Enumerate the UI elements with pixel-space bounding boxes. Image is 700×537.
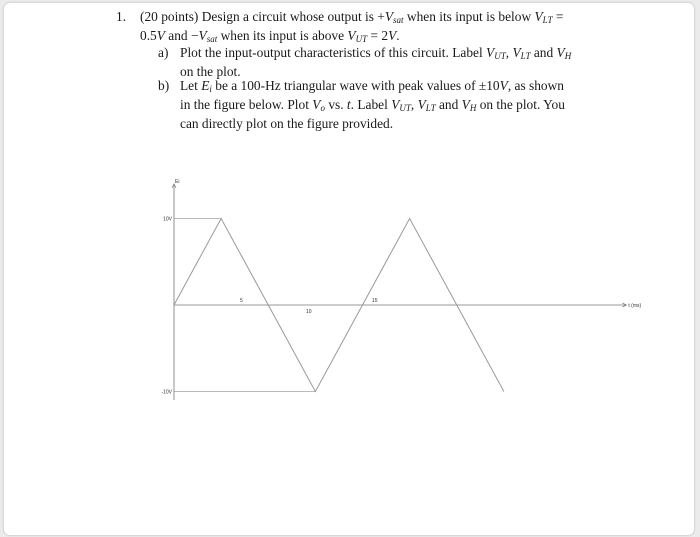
y-tick-label-10v: 10V — [163, 216, 172, 223]
question-stem-line-1: (20 points) Design a circuit whose output is $+V_{sat}$ when its input is below $V_{LT}$ = — [140, 9, 564, 25]
part-a-line-2: on the plot. — [180, 64, 241, 79]
question-stem-line-2: 0.5V and $-V_{sat}$ when its input is above $V_{UT} = 2V$. — [140, 28, 400, 44]
x-axis-label: t (ms) — [628, 303, 642, 309]
question-number: 1. — [116, 9, 127, 24]
y-axis-label: Ei — [175, 178, 180, 185]
x-tick-label-5: 5 — [239, 298, 243, 304]
y-tick-label-neg10v: -10V — [161, 389, 172, 396]
part-b-line-1: Let $E_i$ be a 100-Hz triangular wave with peak values of ±10V, as shown — [180, 78, 564, 94]
part-a-line-1: Plot the input-output characteristics of this circuit. Label $V_{UT}$, $V_{LT}$ and $V_H$ — [180, 45, 572, 61]
part-b-label: b) — [158, 78, 170, 93]
part-b-line-2: in the figure below. Plot $V_o$ vs. t. Label $V_{UT}$, $V_{LT}$ and $V_H$ on the plot. You — [180, 97, 565, 113]
x-tick-label-15: 15 — [371, 298, 378, 304]
part-b-line-3: can directly plot on the figure provided. — [180, 116, 394, 131]
x-tick-label-10: 10 — [305, 309, 312, 315]
part-a-label: a) — [158, 45, 169, 60]
